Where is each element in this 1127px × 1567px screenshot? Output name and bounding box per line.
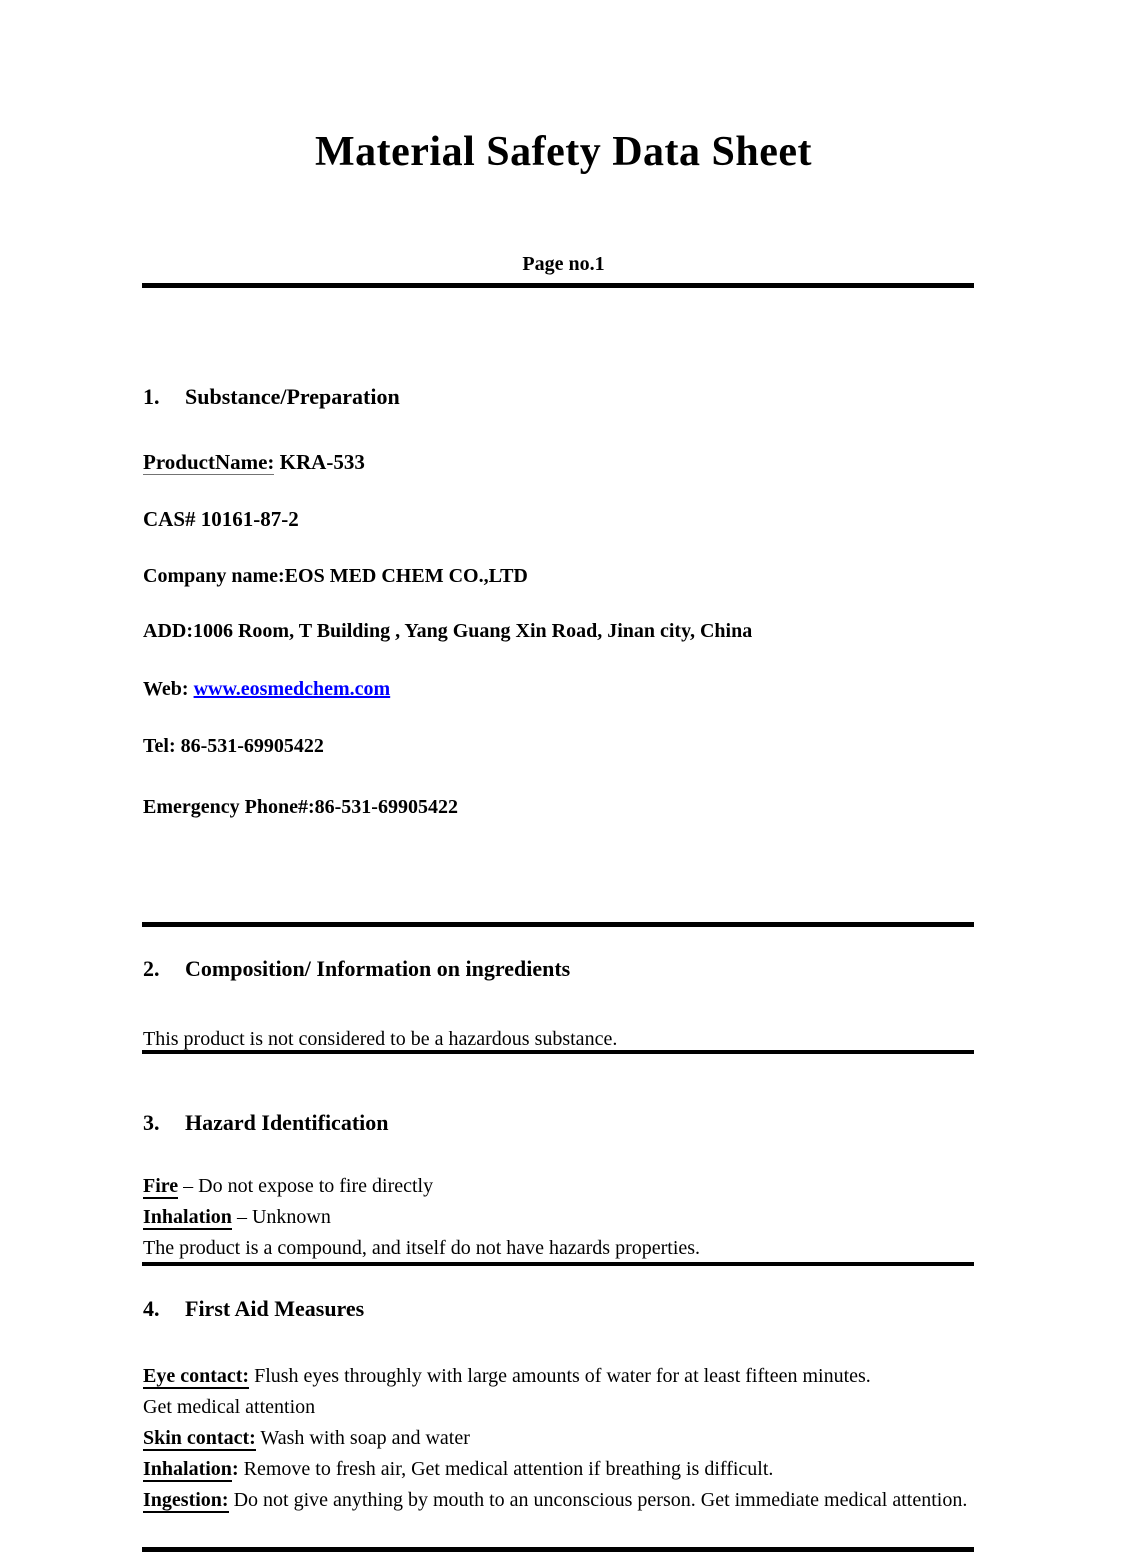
fire-label: Fire: [143, 1175, 179, 1197]
section-1-number: 1.: [143, 384, 160, 409]
ingestion-label: Ingestion:: [143, 1489, 229, 1511]
inhalation-text: – Unknown: [231, 1206, 331, 1228]
section-1-heading: [143, 384, 974, 410]
product-name-line: [143, 450, 974, 475]
hazard-note-line: The product is a compound, and itself do not have hazards properties.: [143, 1237, 701, 1259]
section-2-heading: [143, 956, 974, 982]
inhalation-firstaid-label: Inhalation: [143, 1458, 232, 1480]
skin-contact-label: Skin contact:: [143, 1427, 256, 1449]
address-line: ADD:1006 Room, T Building , Yang Guang Xin Road, Jinan city, China: [143, 620, 753, 642]
fire-text: – Do not expose to fire directly: [178, 1175, 434, 1197]
inhalation-hazard-line: [143, 1202, 974, 1233]
inhalation-label: Inhalation: [143, 1206, 232, 1228]
website-line: [143, 678, 974, 701]
cas-number-line: CAS# 10161-87-2: [143, 507, 299, 531]
ingestion-text: Do not give anything by mouth to an unconscious person. Get immediate medical attention.: [228, 1489, 968, 1511]
website-link[interactable]: www.eosmedchem.com: [193, 678, 391, 700]
section-2-body: This product is not considered to be a hazardous substance.: [143, 1028, 618, 1050]
telephone-line: Tel: 86-531-69905422: [143, 735, 324, 757]
section-3-number: 3.: [143, 1110, 160, 1135]
horizontal-rule-bottom: [142, 1547, 974, 1552]
eye-contact-text: Flush eyes throughly with large amounts of water for at least fifteen minutes.: [249, 1365, 871, 1387]
section-4-body: [143, 1361, 974, 1516]
page-number-label: Page no.1: [522, 253, 605, 275]
horizontal-rule-section3-bottom: [142, 1262, 974, 1266]
skin-contact-text: Wash with soap and water: [255, 1427, 470, 1449]
eye-contact-line: [143, 1361, 974, 1392]
emergency-phone-line: Emergency Phone#:86-531-69905422: [143, 796, 458, 818]
inhalation-firstaid-line: [143, 1454, 974, 1485]
section-2-title: Composition/ Information on ingredients: [185, 956, 571, 981]
section-3-heading: [143, 1110, 974, 1136]
inhalation-firstaid-text: Remove to fresh air, Get medical attention if breathing is difficult.: [238, 1458, 774, 1480]
product-name-value: KRA-533: [274, 450, 365, 474]
section-4-title: First Aid Measures: [185, 1296, 365, 1321]
section-3-title: Hazard Identification: [185, 1110, 389, 1135]
horizontal-rule-section2-bottom: [142, 1050, 974, 1054]
section-3-body: [143, 1171, 974, 1264]
document-title: Material Safety Data Sheet: [314, 129, 813, 175]
fire-hazard-line: [143, 1171, 974, 1202]
eye-contact-line2: Get medical attention: [143, 1396, 316, 1418]
horizontal-rule-section2-top: [142, 922, 974, 927]
web-label: Web:: [143, 678, 194, 700]
eye-contact-label: Eye contact:: [143, 1365, 250, 1387]
horizontal-rule-top: [142, 283, 974, 288]
section-4-heading: [143, 1296, 974, 1322]
product-name-label: ProductName:: [143, 450, 275, 474]
company-name-line: Company name:EOS MED CHEM CO.,LTD: [143, 565, 528, 587]
inhalation-colon: :: [231, 1458, 239, 1480]
section-4-number: 4.: [143, 1296, 160, 1321]
section-2-number: 2.: [143, 956, 160, 981]
section-1-title: Substance/Preparation: [185, 384, 400, 409]
skin-contact-line: [143, 1423, 974, 1454]
ingestion-line: [143, 1485, 974, 1516]
